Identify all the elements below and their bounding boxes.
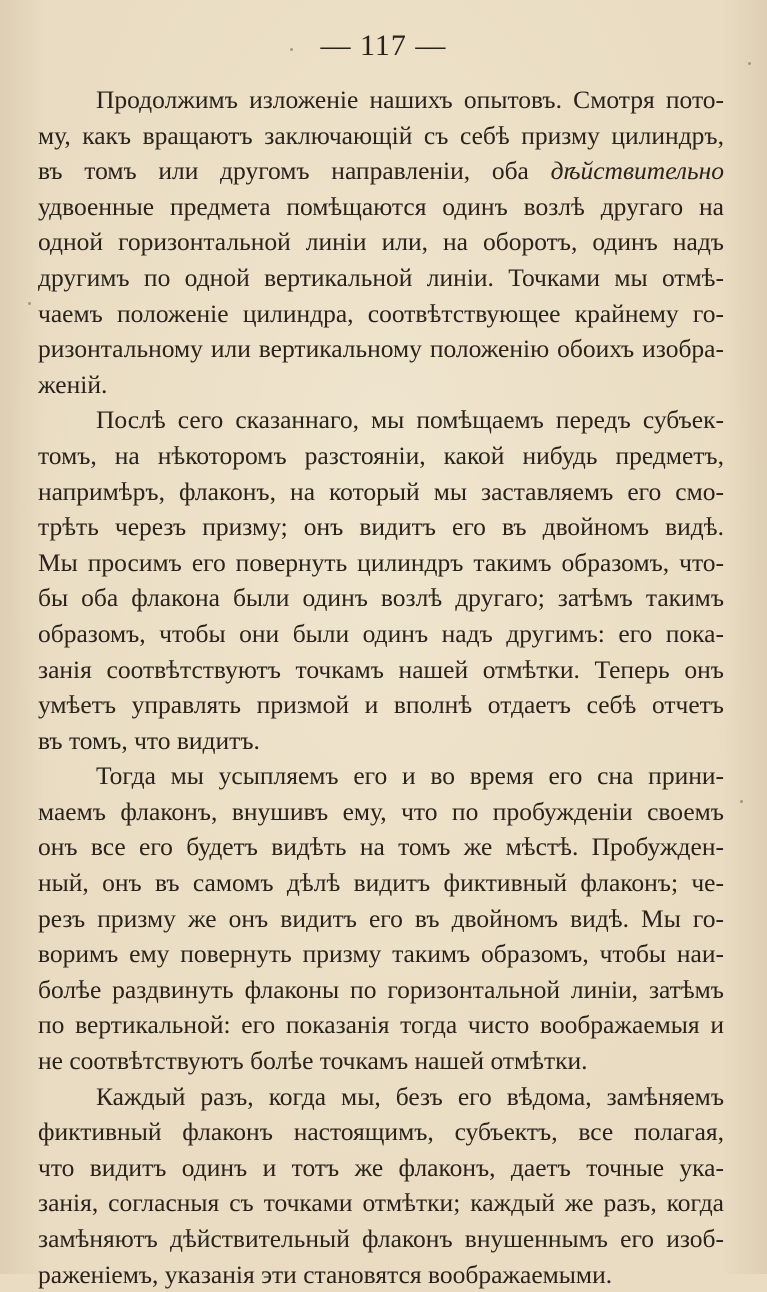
- text-line: умѣетъ управлять призмой и вполнѣ отдаетъ себѣ отчетъ: [38, 690, 724, 720]
- paper-speck: [748, 62, 751, 65]
- text-line: по вертикальной: его показанія тогда чисто воображаемыя и: [38, 1010, 724, 1040]
- text-line: Послѣ сего сказаннаго, мы помѣщаемъ передъ субъек-: [96, 405, 724, 435]
- text-line: Тогда мы усыпляемъ его и во время его сна прини-: [96, 761, 724, 791]
- text-line: что видитъ одинъ и тотъ же флаконъ, даетъ точные ука-: [38, 1152, 724, 1182]
- text-line: му, какъ вращаютъ заключающій съ себѣ призму цилиндръ,: [38, 120, 724, 150]
- text-line: онъ все его будетъ видѣть на томъ же мѣстѣ. Пробужден-: [38, 832, 724, 862]
- text-line: томъ, на нѣкоторомъ разстояніи, какой нибудь предметъ,: [38, 440, 724, 470]
- text-line: ризонтальному или вертикальному положенію обоихъ изобра-: [38, 334, 724, 364]
- paper-speck: [28, 302, 31, 305]
- text-line: Мы просимъ его повернуть цилиндръ такимъ образомъ, что-: [38, 547, 724, 577]
- text-line: другимъ по одной вертикальной линіи. Точками мы отмѣ-: [38, 262, 724, 292]
- text-line: не соотвѣтствуютъ болѣе точкамъ нашей отмѣтки.: [38, 1046, 588, 1076]
- text-line: напримѣръ, флаконъ, на который мы заставляемъ его смо-: [38, 476, 724, 506]
- paper-speck: [740, 800, 743, 803]
- text-line: маемъ флаконъ, внушивъ ему, что по пробужденіи своемъ: [38, 796, 724, 826]
- text-line: трѣть черезъ призму; онъ видитъ его въ двойномъ видѣ.: [38, 512, 724, 542]
- text-line: въ томъ, что видитъ.: [38, 725, 260, 755]
- text-line: резъ призму же онъ видитъ его въ двойномъ видѣ. Мы го-: [38, 903, 724, 933]
- text-line: ный, онъ въ самомъ дѣлѣ видитъ фиктивный флаконъ; че-: [38, 868, 724, 898]
- text-line: женій.: [38, 369, 108, 399]
- text-line: удвоенные предмета помѣщаются одинъ возлѣ другаго на: [38, 191, 724, 221]
- text-line: воримъ ему повернуть призму такимъ образомъ, чтобы наи-: [38, 939, 724, 969]
- body-text: [38, 82, 724, 1292]
- text-line: Каждый разъ, когда мы, безъ его вѣдома, замѣняемъ: [96, 1081, 724, 1111]
- text-line: чаемъ положеніе цилиндра, соотвѣтствующее крайнему го-: [38, 298, 724, 328]
- paper-speck: [290, 48, 293, 51]
- text-line: [38, 153, 724, 189]
- text-line: фиктивный флаконъ настоящимъ, субъектъ, все полагая,: [38, 1117, 724, 1147]
- text-line: бы оба флакона были одинъ возлѣ другаго; затѣмъ такимъ: [38, 583, 724, 613]
- text-line: образомъ, чтобы они были одинъ надъ другимъ: его пока-: [38, 618, 724, 648]
- text-fragment: въ томъ или другомъ направленіи, оба: [38, 156, 529, 186]
- page-number: — 117 —: [320, 29, 447, 62]
- text-line: раженіемъ, указанія эти становятся воображаемыми.: [38, 1259, 613, 1289]
- text-line: болѣе раздвинуть флаконы по горизонтальной линіи, затѣмъ: [38, 974, 724, 1004]
- text-line: занія, согласныя съ точками отмѣтки; каждый же разъ, когда: [38, 1188, 724, 1218]
- text-line: замѣняютъ дѣйствительный флаконъ внушеннымъ его изоб-: [38, 1224, 724, 1253]
- text-line: Продолжимъ изложеніе нашихъ опытовъ. Смотря пото-: [96, 85, 724, 114]
- italic-word: дѣйствительно: [550, 156, 724, 186]
- text-line: занія соотвѣтствуютъ точкамъ нашей отмѣтки. Теперь онъ: [38, 654, 724, 684]
- text-line: одной горизонтальной линіи или, на оборотъ, одинъ надъ: [38, 227, 724, 257]
